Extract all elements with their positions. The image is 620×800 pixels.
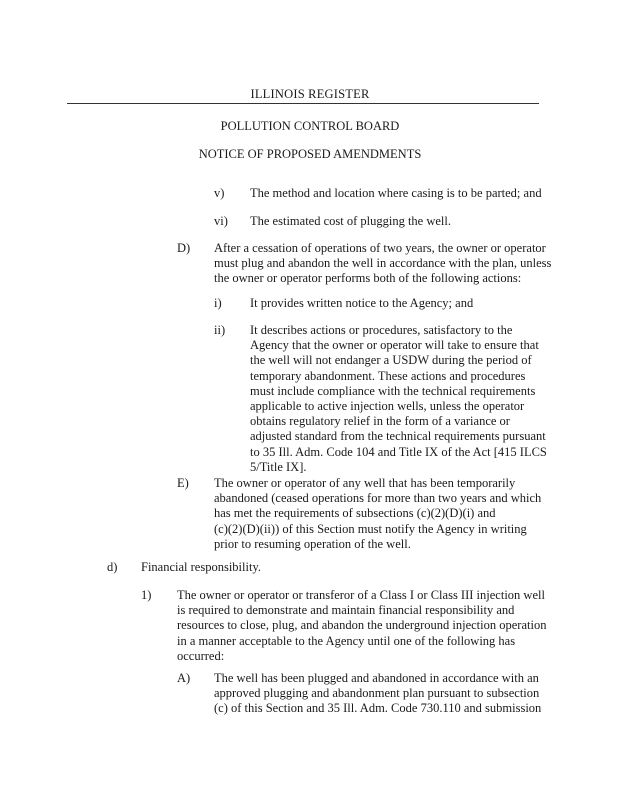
register-title: ILLINOIS REGISTER	[250, 87, 370, 101]
item-label-d-1: 1)	[141, 588, 152, 602]
item-D-body	[214, 241, 551, 287]
item-label-D: D)	[177, 241, 191, 255]
item-text-line: must include compliance with the technical requirements	[250, 383, 536, 398]
item-text-line: Agency that the owner or operator will take to ensure that	[250, 338, 539, 353]
item-text-line: the owner or operator performs both of the following actions:	[214, 271, 522, 286]
item-text-line: After a cessation of operations of two years, the owner or operator	[214, 241, 546, 255]
item-text-line: in a manner acceptable to the Agency until one of the following has	[177, 633, 516, 648]
item-text-line: approved plugging and abandonment plan pursuant to subsection	[214, 686, 540, 701]
item-text-line: obtains regulatory relief in the form of a variance or	[250, 414, 510, 429]
item-text-line: (c) of this Section and 35 Ill. Adm. Code 730.110 and submission	[214, 701, 542, 716]
item-label-d: d)	[107, 560, 118, 574]
item-text-line: resources to close, plug, and abandon the underground injection operation	[177, 618, 547, 633]
item-A-body	[214, 671, 541, 717]
notice-title: NOTICE OF PROPOSED AMENDMENTS	[198, 147, 422, 161]
item-text-line: is required to demonstrate and maintain financial responsibility and	[177, 603, 515, 618]
item-text-line: The estimated cost of plugging the well.	[250, 214, 451, 228]
item-text-line: applicable to active injection wells, unless the operator	[250, 399, 525, 414]
item-text-line: 5/Title IX].	[250, 459, 307, 474]
item-text-line: (c)(2)(D)(ii)) of this Section must notify the Agency in writing	[214, 521, 527, 536]
item-label-D-ii: ii)	[214, 323, 226, 337]
item-text-line: to 35 Ill. Adm. Code 104 and Title IX of the Act [415 ILCS	[250, 444, 547, 459]
item-text-line: The owner or operator of any well that has been temporarily	[214, 476, 516, 490]
item-label-vi: vi)	[214, 214, 228, 228]
item-text-line: The owner or operator or transferor of a Class I or Class III injection well	[177, 588, 545, 602]
item-text-line: adjusted standard from the technical requirements pursuant	[250, 429, 546, 444]
item-text-line: temporary abandonment. These actions and procedures	[250, 368, 526, 383]
item-label-v: v)	[214, 186, 225, 200]
header-rule	[67, 103, 539, 104]
item-text-line: must plug and abandon the well in accordance with the plan, unless	[214, 256, 552, 271]
item-text-line: The well has been plugged and abandoned in accordance with an	[214, 671, 539, 685]
item-label-E: E)	[177, 476, 189, 490]
item-label-A: A)	[177, 671, 191, 685]
item-text-line: It provides written notice to the Agency; and	[250, 296, 474, 310]
item-label-D-i: i)	[214, 296, 222, 310]
item-text-line: Financial responsibility.	[141, 560, 262, 574]
item-text-line: It describes actions or procedures, satisfactory to the	[250, 323, 513, 337]
item-d-1-body	[177, 588, 546, 664]
board-name: POLLUTION CONTROL BOARD	[220, 119, 400, 133]
item-D-ii-body	[250, 323, 547, 475]
item-text-line: the well will not endanger a USDW during the period of	[250, 353, 532, 368]
item-text-line: occurred:	[177, 648, 225, 663]
item-text-line: The method and location where casing is to be parted; and	[250, 186, 542, 200]
item-text-line: has met the requirements of subsections (c)(2)(D)(i) and	[214, 506, 496, 521]
item-text-line: prior to resuming operation of the well.	[214, 536, 411, 551]
item-text-line: abandoned (ceased operations for more than two years and which	[214, 491, 542, 506]
item-E-body	[214, 476, 541, 552]
